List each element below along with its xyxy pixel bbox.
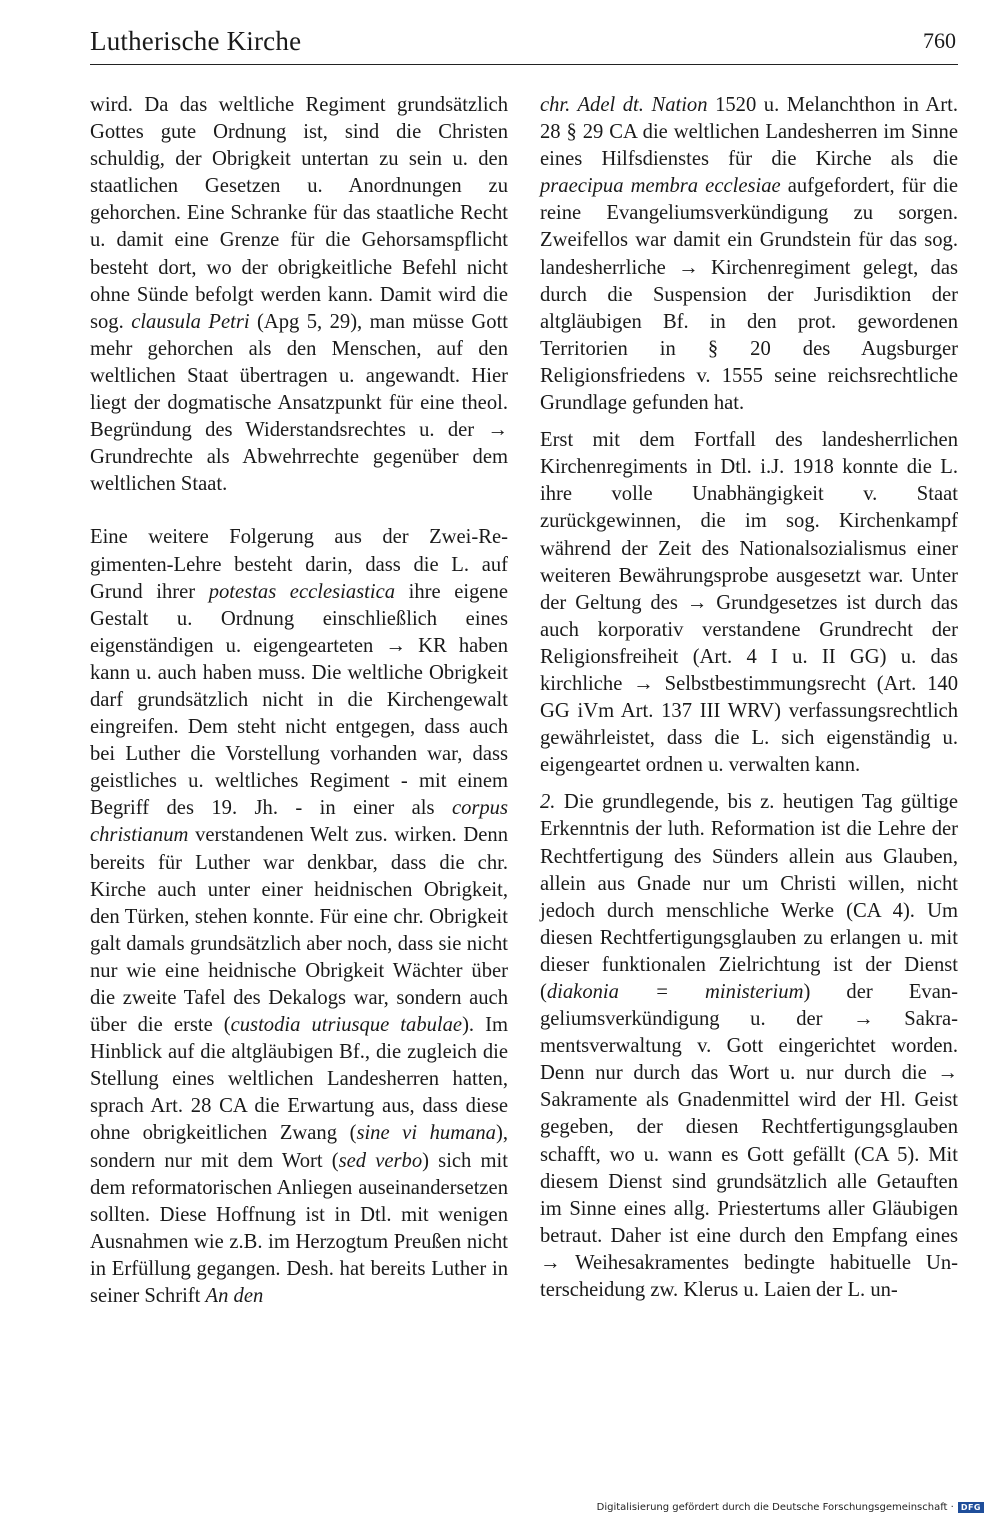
entry-title: Lutherische Kirche: [90, 26, 302, 56]
text-run: aufgefordert, für die reine Evangeliumsverkündigung zu sorgen. Zweifellos war damit ein Grundstein für das sog. landesherrliche → Kirchenregiment gelegt, das durch die Suspension der Jurisdiktion der altgläubigen Bf. in den prot. gewordenen Territorien in § 20 des Augsburger Religionsfriedens v. 1555 seine reichsrechtliche Grundlage gefunden hat.: [540, 175, 958, 415]
digitization-credit: [597, 1499, 984, 1515]
left-column: [90, 92, 508, 1310]
running-header: [90, 22, 958, 65]
text-run: ) sich mit dem reformatorischen Anliegen auseinandersetzen sollten. Diese Hoffnung ist in Dtl. mit wenigen Ausnahmen wie z.B. im Herzogtum Preußen nicht in Erfüllung gegangen. Desh. hat bereits Luther in seiner Schrift: [90, 1149, 508, 1308]
italic-text: An den: [205, 1285, 264, 1308]
text-run: 1520 u. Melanchthon in Art. 28 § 29 CA die weltlichen Landesherren im Sinne eines Hilfsdienstes für die Kirche als die: [540, 94, 958, 171]
italic-text: praecipua membra ecclesiae: [540, 175, 781, 198]
text-run: ) der Evangeliumsverkündigung u. der → Sakramentsverwaltung v. Gott eingerichtet worden. Denn nur durch das Wort u. nur durch die → Sakramente als Gnadenmittel wird der Hl. Geist gegeben, der diesen Rechtfertigungsglauben schafft, wo u. wann es Gott gefällt (CA 5). Mit diesem Dienst sind grundsätzlich alle Getauften im Sinne eines allg. Priestertums aller Gläubigen betraut. Daher ist eine durch den Empfang eines → Weihesakramentes bedingte habituelle Unterscheidung zw. Klerus u. Laien der L. un-: [540, 981, 959, 1302]
text-run: Eine weitere Folgerung aus der Zwei-Regimenten-Lehre besteht darin, dass die L. auf Grund ihrer: [90, 526, 508, 603]
paragraph: [540, 427, 958, 779]
text-run: verstandenen Welt zus. wirken. Denn bereits für Luther war denkbar, dass die chr. Kirche auch unter einer heidnischen Obrigkeit, den Türken, stehen konnte. Für eine chr. Obrigkeit galt damals grundsätzlich aber noch, dass sie nicht nur wie eine heidnische Obrigkeit Wächter über die zweite Tafel des Dekalogs war, sondern auch über die erste (: [90, 824, 508, 1037]
page-number: 760: [923, 28, 956, 53]
paragraph: [540, 789, 958, 1304]
text-run: Erst mit dem Fortfall des landesherrlichen Kirchenregiments in Dtl. i.J. 1918 konnte die L. ihre volle Unabhängigkeit v. Staat zurückgewinnen, die im sog. Kirchenkampf während der Zeit des Nationalsozialismus einer weiteren Bewährungsprobe ausgesetzt war. Unter der Geltung des → Grundgesetzes ist durch das auch korporativ verstandene Grundrecht der Religionsfreiheit (Art. 4 I u. II GG) u. das kirchliche → Selbstbestimmungsrecht (Art. 140 GG iVm Art. 137 III WRV) verfassungsrechtlich gewährleistet, dass die L. sich eigenständig u. eigengeartet ordnen u. verwalten kann.: [540, 429, 958, 777]
text-run: ihre eigene Gestalt u. Ordnung einschließlich eines eigenständigen u. eigengearteten → KR haben kann u. auch haben muss. Die weltliche Obrigkeit darf grundsätzlich nicht in die Kirchengewalt eingreifen. Dem steht nicht entgegen, dass auch bei Luther die Vorstellung vorhanden war, dass geistliches u. weltliches Regiment - mit einem Begriff des 19. Jh. - in einer als: [90, 580, 508, 820]
text-run: ), sondern nur mit dem Wort (: [90, 1122, 508, 1172]
paragraph: [540, 92, 958, 417]
italic-text: sed verbo: [338, 1149, 423, 1172]
italic-text: sine vi humana: [356, 1122, 496, 1145]
italic-text: clausula Petri: [131, 310, 250, 333]
text-run: (Apg 5, 29), man müsse Gott mehr gehorchen als den Menschen, auf den weltlichen Staat übertragen u. angewandt. Hier liegt der dogmatische Ansatzpunkt für eine theol. Begründung des Widerstandsrechtes u. der → Grundrechte als Abwehrrechte gegenüber dem weltlichen Staat.: [90, 310, 509, 496]
text-run: ). Im Hinblick auf die altgläubigen Bf., die zugleich die Stellung eines weltlichen Landesherren hatten, sprach Art. 28 CA die Erwartung aus, dass diese ohne obrigkeitlichen Zwang (: [90, 1014, 509, 1145]
paragraph: [90, 524, 508, 1310]
text-run: Die grundlegende, bis z. heutigen Tag gültige Erkenntnis der luth. Reformation ist die Lehre der Rechtfertigung des Sünders allein aus Glauben, allein aus Gnade nur um Christi willen, nicht jedoch durch menschliche Werke (CA 4). Um diesen Rechtfertigungsglauben zu erlangen u. mit dieser funktionalen Zielrichtung ist der Dienst (: [540, 791, 958, 1003]
italic-text: custodia utriusque tabulae: [230, 1014, 463, 1037]
credit-text: Digitalisierung gefördert durch die Deutsche Forschungsgemeinschaft ·: [596, 1501, 954, 1513]
right-column: [540, 92, 958, 1304]
italic-text: corpus christianum: [90, 797, 508, 847]
italic-text: diakonia = ministerium: [546, 981, 804, 1003]
italic-text: 2.: [540, 791, 556, 814]
italic-text: chr. Adel dt. Nation: [540, 94, 708, 116]
paragraph: [90, 92, 508, 498]
text-run: wird. Da das weltliche Regiment grundsätzlich Gottes gute Ordnung ist, sind die Christen schuldig, der Obrigkeit untertan zu sein u. den staatlichen Gesetzen u. Anordnungen zu gehorchen. Eine Schranke für das staatliche Recht u. damit eine Grenze für die Gehorsamspflicht besteht dort, wo der obrigkeitliche Befehl nicht ohne Sünde befolgt werden kann. Damit wird die sog.: [90, 94, 508, 333]
italic-text: potestas ecclesiastica: [208, 580, 396, 603]
dfg-logo: DFG: [958, 1502, 984, 1513]
